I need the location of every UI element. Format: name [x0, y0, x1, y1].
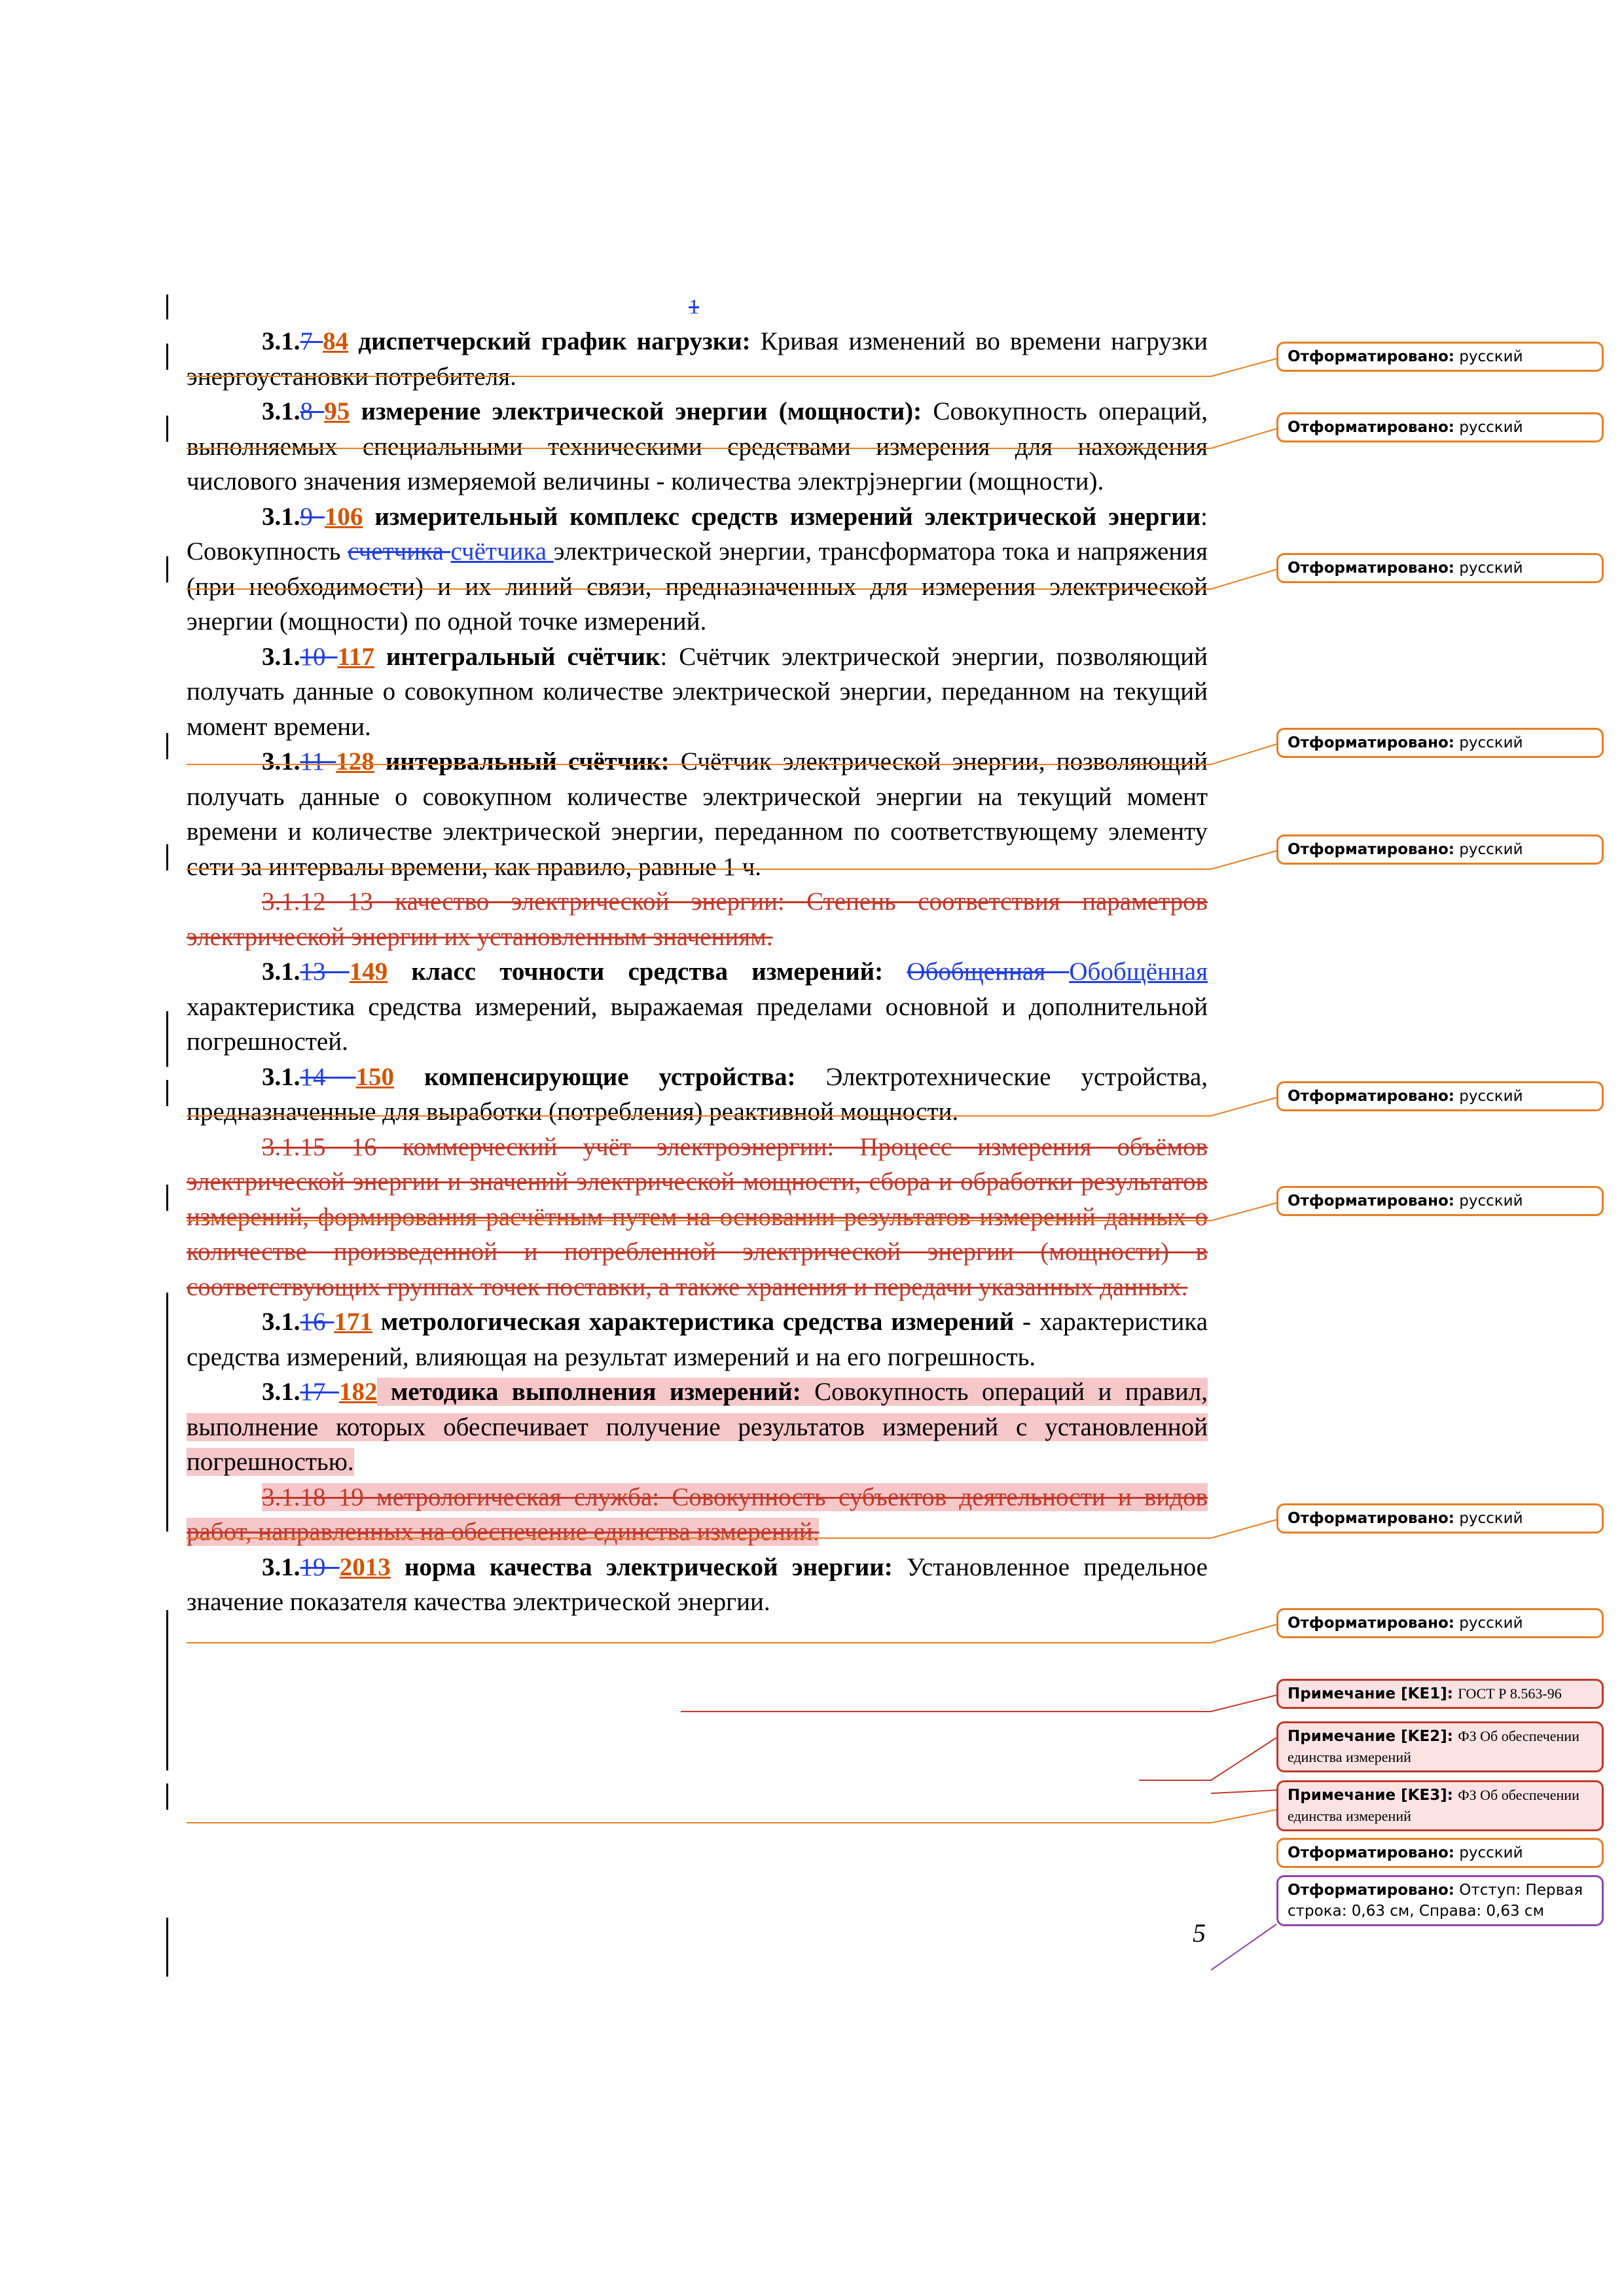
definition-text: Электротехнические устройства, предназначенные для выработки (потребления) реактивной мощности. — [187, 1062, 1208, 1126]
clause-number: 3.1. — [262, 958, 300, 986]
definition-text: : Совокупность — [187, 502, 1208, 565]
inserted-number: 84 — [323, 327, 349, 355]
inserted-number: 95 — [324, 397, 350, 425]
definition-text: Счётчик электрической энергии, позволяющий получать данные о совокупном количестве электрической энергии на текущий момент времени и количестве электрической энергии, переданном по соответствующему элементу сети за интервалы времени, как правило, равные 1 ч. — [187, 747, 1208, 881]
deleted-number: 13 — [300, 958, 350, 986]
deleted-number: 19 — [300, 1552, 340, 1581]
inserted-number: 2013 — [339, 1552, 391, 1581]
term: норма качества электрической энергии: — [390, 1552, 893, 1581]
commented-text: 3.1.18 19 метрологическая служба: Совокупность субъектов деятельности и видов работ, направленных на обеспечение единства измерений. — [187, 1482, 1208, 1546]
deleted-paragraph: 3.1.12 13 качество электрической энергии: Степень соответствия параметров электрической энергии их установленным значениям. — [187, 888, 1208, 951]
leader-line — [187, 744, 1276, 764]
footer-page-number: 5 — [1193, 1918, 1206, 1948]
clause-number: 3.1. — [262, 1308, 300, 1336]
deleted-number: 7 — [300, 327, 323, 355]
deleted-number: 8 — [300, 397, 325, 425]
leader-line — [187, 359, 1276, 376]
inserted-number: 117 — [337, 642, 374, 671]
format-balloon[interactable]: Отформатировано: русский — [1276, 1081, 1604, 1111]
format-balloon[interactable]: Отформатировано: Отступ: Первая строка: 0,63 см, Справа: 0,63 см — [1276, 1875, 1604, 1926]
term: методика выполнения измерений: — [377, 1378, 801, 1406]
clause-number: 3.1. — [262, 502, 300, 531]
clause-number: 3.1. — [262, 747, 300, 776]
clause-number: 3.1. — [262, 327, 300, 355]
format-balloon[interactable]: Отформатировано: русский — [1276, 728, 1604, 758]
deleted-number: 10 — [300, 642, 338, 671]
clause-number: 3.1. — [262, 1062, 300, 1091]
inserted-number: 171 — [334, 1308, 372, 1336]
deleted-number: 14 — [300, 1062, 356, 1091]
definition-text: - характеристика средства измерений, влияющая на результат измерений и на его погрешность. — [187, 1308, 1208, 1371]
leader-line — [187, 1624, 1276, 1643]
deleted-word: Обобщенная — [907, 958, 1070, 986]
term: интервальный счётчик: — [374, 747, 670, 776]
leader-line — [1211, 1790, 1276, 1793]
format-balloon[interactable]: Отформатировано: русский — [1276, 342, 1604, 372]
definition-text: Совокупность операций и правил, выполнение которых обеспечивает получение результатов измерений с установленной погрешностью. — [187, 1378, 1208, 1476]
leader-line — [187, 1203, 1276, 1221]
leader-line — [187, 569, 1276, 589]
inserted-number: 106 — [324, 502, 363, 531]
term: измерение электрической энергии (мощности): — [350, 397, 922, 425]
leader-line — [187, 851, 1276, 869]
leader-line — [187, 1810, 1276, 1823]
format-balloon[interactable]: Отформатировано: русский — [1276, 834, 1604, 865]
leader-line — [1139, 1738, 1276, 1780]
inserted-word: Обобщённая — [1069, 958, 1208, 986]
definition-text: электрической энергии, трансформатора тока и напряжения (при необходимости) и их линий связи, предназначенных для измерения электрической энергии (мощности) по одной точке измерений. — [187, 537, 1208, 636]
term: диспетчерский график нагрузки: — [348, 327, 751, 355]
definition-text: характеристика средства измерений, выражаемая пределами основной и дополнительной погрешностей. — [187, 992, 1208, 1056]
term: измерительный комплекс средств измерений электрической энергии — [363, 502, 1201, 531]
leader-line — [1211, 1924, 1276, 1970]
clause-number: 3.1. — [262, 642, 300, 671]
deleted-number: 17 — [300, 1378, 339, 1406]
clause-number: 3.1. — [262, 1378, 300, 1406]
clause-number: 3.1. — [262, 397, 300, 425]
inserted-number: 149 — [349, 958, 388, 986]
deleted-number: 9 — [300, 502, 325, 531]
deleted-word: счетчика — [348, 537, 451, 565]
leader-line — [187, 1520, 1276, 1538]
deleted-number: 16 — [300, 1308, 334, 1336]
inserted-number: 128 — [336, 747, 374, 776]
term: метрологическая характеристика средства измерений — [372, 1308, 1015, 1336]
format-balloon[interactable]: Отформатировано: русский — [1276, 1608, 1604, 1638]
comment-balloon[interactable]: Примечание [KE3]: ФЗ Об обеспечении единства измерений — [1276, 1780, 1604, 1831]
definition-text: Установленное предельное значение показателя качества электрической энергии. — [187, 1552, 1208, 1616]
format-balloon[interactable]: Отформатировано: русский — [1276, 1186, 1604, 1216]
inserted-number: 150 — [355, 1062, 395, 1091]
inserted-number: 182 — [338, 1378, 378, 1406]
term: класс точности средства измерений: — [388, 958, 884, 986]
format-balloon[interactable]: Отформатировано: русский — [1276, 553, 1604, 583]
leader-line — [681, 1695, 1276, 1712]
definition-text: : Счётчик электрической энергии, позволяющий получать данные о совокупном количестве электрической энергии, переданном на текущий момент времени. — [187, 642, 1208, 741]
comment-balloon[interactable]: Примечание [KE2]: ФЗ Об обеспечении единства измерений — [1276, 1721, 1604, 1772]
definition-text: Кривая изменений во времени нагрузки энергоустановки потребителя. — [187, 327, 1208, 391]
term: компенсирующие устройства: — [394, 1062, 796, 1091]
deleted-paragraph: 3.1.15 16 коммерческий учёт электроэнергии: Процесс измерения объёмов электрической энергии и значений электрической мощности, сбора и обработки результатов измерений, формирования расчётным путем на основании результатов измерений данных о количестве произведенной и потребленной электрической энергии (мощности) в соответствующих группах точек поставки, а также хранения и передачи указанных данных. — [187, 1132, 1208, 1301]
deleted-number: 11 — [300, 747, 336, 776]
clause-number: 3.1. — [262, 1552, 300, 1581]
term: интегральный счётчик — [374, 642, 660, 671]
inserted-word: счётчика — [450, 537, 554, 565]
format-balloon[interactable]: Отформатировано: русский — [1276, 1838, 1604, 1868]
format-balloon[interactable]: Отформатировано: русский — [1276, 1503, 1604, 1534]
leader-line — [187, 1098, 1276, 1116]
format-balloon[interactable]: Отформатировано: русский — [1276, 412, 1604, 442]
definition-text: Совокупность операций, выполняемых специальными техническими средствами измерения для нахождения числового значения измеряемой величины - количества электрјэнергии (мощности). — [187, 397, 1208, 495]
leader-line — [187, 429, 1276, 448]
comment-balloon[interactable]: Примечание [KE1]: ГОСТ Р 8.563-96 — [1276, 1679, 1604, 1709]
header-page-number: 1 — [689, 295, 699, 318]
